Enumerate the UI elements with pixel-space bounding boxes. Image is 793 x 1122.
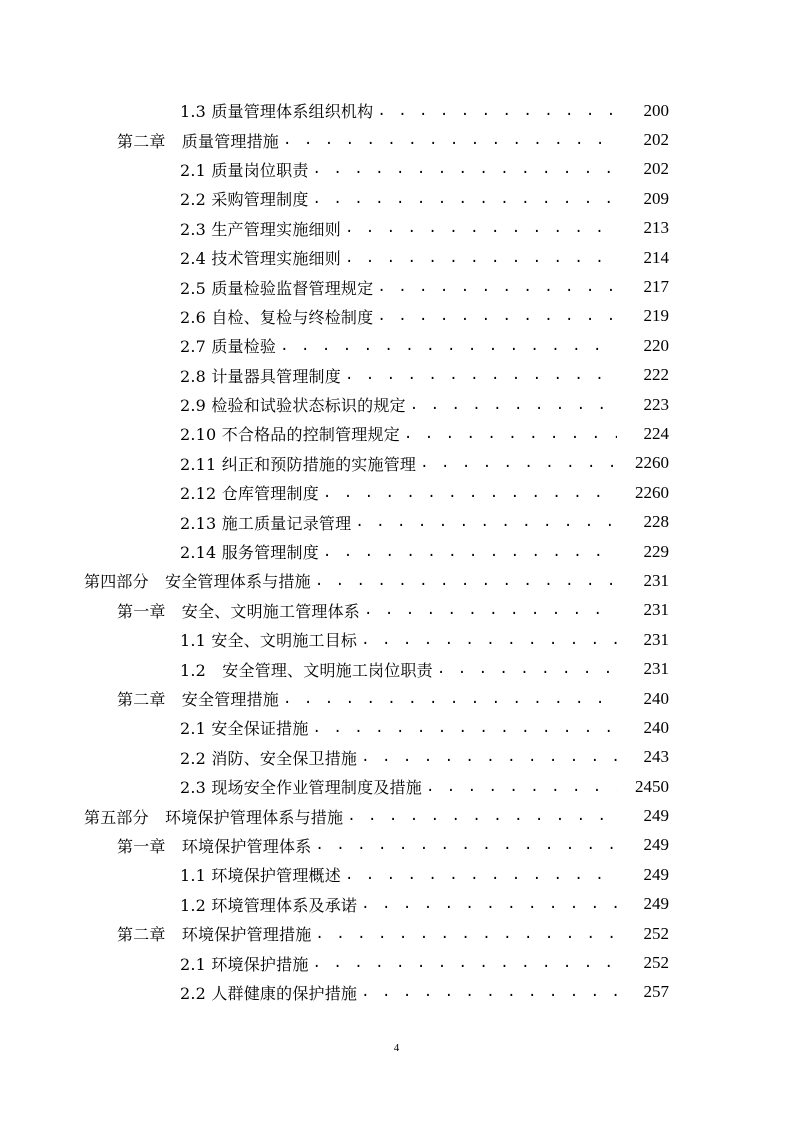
toc-entry[interactable] xyxy=(0,890,793,919)
toc-dot-leader xyxy=(313,955,617,971)
toc-dot-leader xyxy=(313,191,617,207)
toc-entry-title: 2.12 仓库管理制度 xyxy=(180,484,319,504)
toc-entry[interactable] xyxy=(0,537,793,566)
toc-dot-leader xyxy=(345,367,617,383)
toc-entry-title: 2.2 消防、安全保卫措施 xyxy=(180,748,358,768)
toc-entry-title: 2.9 检验和试验状态标识的规定 xyxy=(180,396,406,416)
toc-entry[interactable] xyxy=(0,625,793,654)
toc-entry-page: 249 xyxy=(643,806,669,826)
toc-entry[interactable] xyxy=(0,684,793,713)
toc-dot-leader xyxy=(315,573,617,589)
toc-entry-page: 223 xyxy=(643,394,669,414)
toc-dot-leader xyxy=(315,837,617,853)
toc-entry-title: 第一章 安全、文明施工管理体系 xyxy=(117,601,361,621)
toc-entry-title: 2.5 质量检验监督管理规定 xyxy=(180,278,374,298)
toc-dot-leader xyxy=(315,926,617,942)
toc-dot-leader xyxy=(345,867,617,883)
toc-entry-page: 229 xyxy=(643,541,669,561)
toc-entry[interactable] xyxy=(0,449,793,478)
toc-dot-leader xyxy=(420,455,617,471)
toc-entry[interactable] xyxy=(0,214,793,243)
toc-dot-leader xyxy=(377,279,617,295)
toc-entry[interactable] xyxy=(0,302,793,331)
toc-dot-leader xyxy=(345,220,617,236)
toc-entry-page: 209 xyxy=(643,188,669,208)
toc-entry-page: 231 xyxy=(643,600,669,620)
toc-dot-leader xyxy=(313,161,617,177)
toc-entry-title: 2.2 采购管理制度 xyxy=(180,190,309,210)
toc-entry[interactable] xyxy=(0,243,793,272)
toc-dot-leader xyxy=(361,632,617,648)
toc-entry-page: 202 xyxy=(643,130,669,150)
toc-entry[interactable] xyxy=(0,390,793,419)
toc-entry-title: 2.10 不合格品的控制管理规定 xyxy=(180,425,400,445)
toc-entry[interactable] xyxy=(0,361,793,390)
page-number: 4 xyxy=(393,1042,400,1054)
toc-entry[interactable] xyxy=(0,831,793,860)
toc-entry-page: 222 xyxy=(643,365,669,385)
toc-entry-title: 1.1 安全、文明施工目标 xyxy=(180,631,358,651)
toc-entry-title: 2.4 技术管理实施细则 xyxy=(180,249,341,269)
toc-entry-page: 214 xyxy=(643,247,669,267)
toc-entry-title: 1.2 环境管理体系及承诺 xyxy=(180,895,358,915)
toc-entry-title: 2.1 安全保证措施 xyxy=(180,719,309,739)
toc-entry-title: 2.11 纠正和预防措施的实施管理 xyxy=(180,454,417,474)
toc-entry[interactable] xyxy=(0,155,793,184)
toc-entry[interactable] xyxy=(0,272,793,301)
toc-entry-title: 第四部分 安全管理体系与措施 xyxy=(84,572,311,592)
toc-dot-leader xyxy=(377,103,617,119)
toc-entry-page: 249 xyxy=(643,894,669,914)
toc-entry-page: 217 xyxy=(643,277,669,297)
toc-entry-page: 224 xyxy=(643,423,669,443)
toc-entry-title: 2.2 人群健康的保护措施 xyxy=(180,983,358,1003)
toc-dot-leader xyxy=(345,250,617,266)
toc-entry[interactable] xyxy=(0,331,793,360)
toc-entry-title: 2.8 计量器具管理制度 xyxy=(180,366,341,386)
toc-entry-title: 2.3 生产管理实施细则 xyxy=(180,219,341,239)
toc-entry[interactable] xyxy=(0,507,793,536)
toc-entry-title: 2.3 现场安全作业管理制度及措施 xyxy=(180,778,422,798)
toc-entry[interactable] xyxy=(0,184,793,213)
toc-entry-page: 257 xyxy=(643,982,669,1002)
toc-entry[interactable] xyxy=(0,566,793,595)
toc-dot-leader xyxy=(347,808,617,824)
toc-entry-title: 第二章 环境保护管理措施 xyxy=(117,925,312,945)
toc-entry-page: 2450 xyxy=(635,776,669,796)
toc-entry-page: 2260 xyxy=(635,453,669,473)
toc-dot-leader xyxy=(437,661,617,677)
toc-entry-title: 第五部分 环境保护管理体系与措施 xyxy=(84,807,344,827)
toc-entry-title: 第二章 安全管理措施 xyxy=(117,690,280,709)
toc-dot-leader xyxy=(377,308,617,324)
toc-entry[interactable] xyxy=(0,596,793,625)
toc-dot-leader xyxy=(410,397,617,413)
toc-dot-leader xyxy=(361,749,617,765)
toc-entry-page: 231 xyxy=(643,570,669,590)
toc-entry-title: 2.7 质量检验 xyxy=(180,337,277,357)
toc-dot-leader xyxy=(364,602,617,618)
toc-entry[interactable] xyxy=(0,713,793,742)
toc-entry-page: 240 xyxy=(643,688,669,708)
toc-dot-leader xyxy=(280,338,617,354)
toc-entry[interactable] xyxy=(0,948,793,977)
toc-dot-leader xyxy=(404,426,617,442)
toc-entry[interactable] xyxy=(0,919,793,948)
toc-dot-leader xyxy=(313,720,617,736)
toc-entry-page: 202 xyxy=(643,159,669,179)
toc-entry[interactable] xyxy=(0,96,793,125)
toc-entry[interactable] xyxy=(0,478,793,507)
toc-entry-title: 1.3 质量管理体系组织机构 xyxy=(180,102,374,122)
toc-entry-page: 252 xyxy=(643,923,669,943)
toc-entry-title: 2.14 服务管理制度 xyxy=(180,543,319,563)
toc-entry-page: 213 xyxy=(643,218,669,238)
toc-entry-title: 2.6 自检、复检与终检制度 xyxy=(180,307,374,327)
toc-entry-title: 2.1 环境保护措施 xyxy=(180,954,309,974)
toc-entry-page: 243 xyxy=(643,747,669,767)
toc-entry-page: 220 xyxy=(643,335,669,355)
toc-entry-page: 219 xyxy=(643,306,669,326)
toc-entry-page: 240 xyxy=(643,717,669,737)
toc-dot-leader xyxy=(283,132,617,148)
toc-entry[interactable] xyxy=(0,125,793,154)
toc-entry-page: 231 xyxy=(643,659,669,679)
toc-entry-title: 1.1 环境保护管理概述 xyxy=(180,866,341,886)
toc-entry[interactable] xyxy=(0,772,793,801)
toc-entry[interactable] xyxy=(0,860,793,889)
toc-dot-leader xyxy=(361,984,617,1000)
toc-entry-title: 第二章 质量管理措施 xyxy=(117,131,280,151)
toc-entry[interactable] xyxy=(0,743,793,772)
toc-entry-page: 249 xyxy=(643,864,669,884)
toc-dot-leader xyxy=(323,544,617,560)
toc-dot-leader xyxy=(361,896,617,912)
toc-dot-leader xyxy=(323,485,617,501)
toc-dot-leader xyxy=(355,514,617,530)
toc-entry-page: 200 xyxy=(643,100,669,120)
toc-entry-title: 2.13 施工质量记录管理 xyxy=(180,513,352,533)
toc-entry-page: 252 xyxy=(643,953,669,973)
toc-entry-page: 249 xyxy=(643,835,669,855)
toc-entry[interactable] xyxy=(0,419,793,448)
toc-entry-title: 1.2 安全管理、文明施工岗位职责 xyxy=(180,660,433,680)
toc-entry-page: 228 xyxy=(643,512,669,532)
toc-entry-page: 231 xyxy=(643,629,669,649)
toc-entry[interactable] xyxy=(0,978,793,1007)
table-of-contents xyxy=(0,96,793,1007)
toc-entry[interactable] xyxy=(0,801,793,830)
toc-entry-title: 2.1 质量岗位职责 xyxy=(180,160,309,180)
toc-entry[interactable] xyxy=(0,654,793,683)
toc-dot-leader xyxy=(283,691,617,707)
toc-entry-title: 第一章 环境保护管理体系 xyxy=(117,836,312,856)
toc-dot-leader xyxy=(426,779,617,795)
toc-entry-page: 2260 xyxy=(635,482,669,502)
